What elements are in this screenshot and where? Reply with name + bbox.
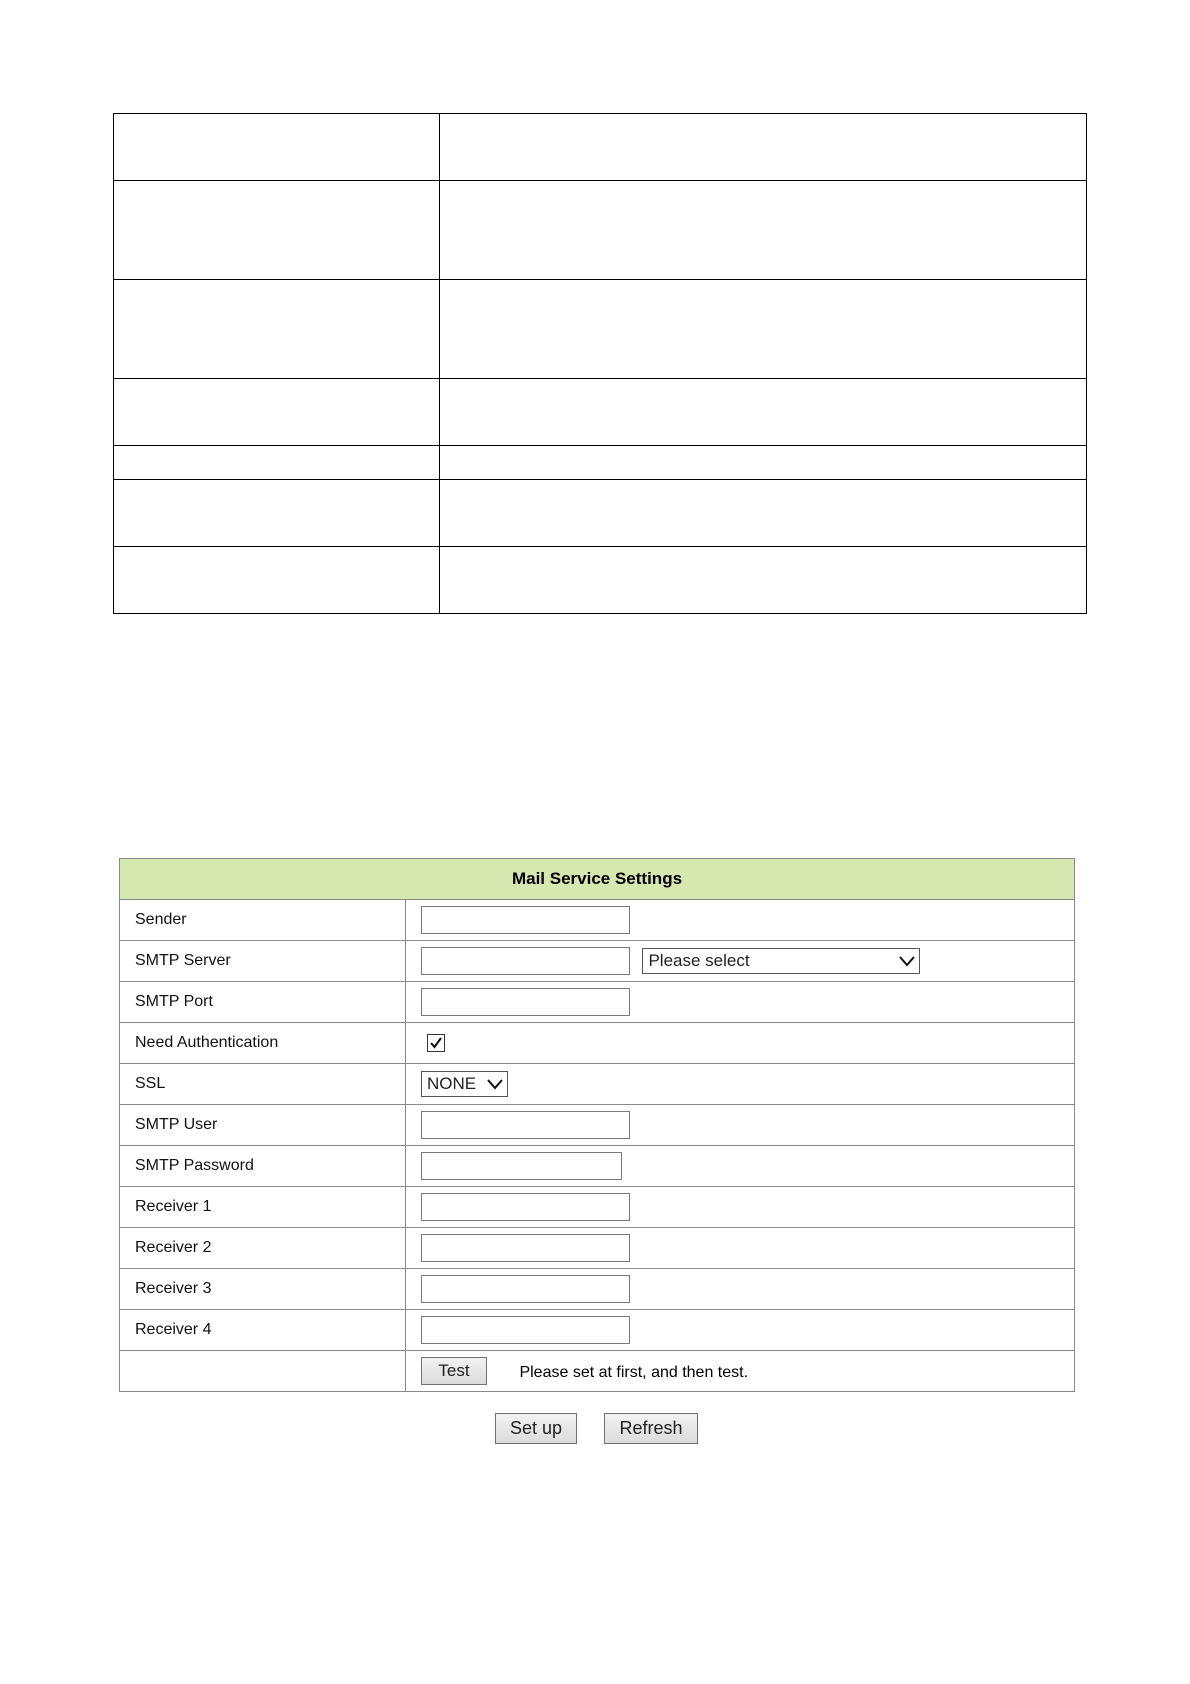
receiver-1-label: Receiver 1 (120, 1187, 406, 1228)
sender-input[interactable] (421, 906, 630, 934)
smtp-server-row (120, 941, 1075, 982)
table-cell (440, 114, 1087, 181)
table-cell (114, 480, 440, 547)
sender-row (120, 900, 1075, 941)
smtp-server-preset-select[interactable] (642, 948, 920, 974)
table-cell (114, 446, 440, 480)
test-button[interactable]: Test (421, 1357, 487, 1385)
smtp-port-row (120, 982, 1075, 1023)
receiver-1-row (120, 1187, 1075, 1228)
table-cell (440, 181, 1087, 280)
checkmark-icon (429, 1036, 443, 1050)
smtp-user-input[interactable] (421, 1111, 630, 1139)
table-cell (440, 480, 1087, 547)
smtp-port-label: SMTP Port (120, 982, 406, 1023)
test-row (120, 1351, 1075, 1392)
smtp-password-row (120, 1146, 1075, 1187)
need-authentication-checkbox[interactable] (427, 1034, 445, 1052)
table-cell (440, 379, 1087, 446)
document-table (113, 113, 1087, 614)
receiver-4-row (120, 1310, 1075, 1351)
mail-service-settings-form (119, 858, 1075, 1392)
chevron-down-icon (487, 1078, 503, 1090)
sender-label: Sender (120, 900, 406, 941)
receiver-3-label: Receiver 3 (120, 1269, 406, 1310)
ssl-label: SSL (120, 1064, 406, 1105)
smtp-user-row (120, 1105, 1075, 1146)
table-cell (440, 446, 1087, 480)
receiver-2-label: Receiver 2 (120, 1228, 406, 1269)
form-actions (0, 1413, 1190, 1445)
smtp-server-preset-value: Please select (648, 951, 750, 970)
table-row (114, 280, 1087, 379)
table-cell (114, 181, 440, 280)
ssl-select-value: NONE (427, 1074, 477, 1093)
smtp-server-label: SMTP Server (120, 941, 406, 982)
smtp-user-label: SMTP User (120, 1105, 406, 1146)
smtp-port-input[interactable] (421, 988, 630, 1016)
receiver-4-label: Receiver 4 (120, 1310, 406, 1351)
table-cell (440, 547, 1087, 614)
need-authentication-row (120, 1023, 1075, 1064)
smtp-password-label: SMTP Password (120, 1146, 406, 1187)
table-cell (114, 379, 440, 446)
table-cell (440, 280, 1087, 379)
receiver-2-row (120, 1228, 1075, 1269)
smtp-password-input[interactable] (421, 1152, 622, 1180)
test-hint-text: Please set at first, and then test. (519, 1364, 749, 1381)
table-row (114, 114, 1087, 181)
receiver-4-input[interactable] (421, 1316, 630, 1344)
test-row-label (120, 1351, 406, 1392)
receiver-3-row (120, 1269, 1075, 1310)
receiver-2-input[interactable] (421, 1234, 630, 1262)
table-row (114, 181, 1087, 280)
table-cell (114, 280, 440, 379)
smtp-server-input[interactable] (421, 947, 630, 975)
table-row (114, 446, 1087, 480)
chevron-down-icon (899, 955, 915, 967)
refresh-button[interactable]: Refresh (604, 1413, 698, 1444)
ssl-row (120, 1064, 1075, 1105)
table-row (114, 480, 1087, 547)
need-authentication-label: Need Authentication (120, 1023, 406, 1064)
table-cell (114, 114, 440, 181)
table-row (114, 547, 1087, 614)
form-title: Mail Service Settings (120, 859, 1075, 900)
set-up-button[interactable]: Set up (495, 1413, 577, 1444)
receiver-3-input[interactable] (421, 1275, 630, 1303)
table-row (114, 379, 1087, 446)
receiver-1-input[interactable] (421, 1193, 630, 1221)
table-cell (114, 547, 440, 614)
ssl-select[interactable] (421, 1071, 508, 1097)
